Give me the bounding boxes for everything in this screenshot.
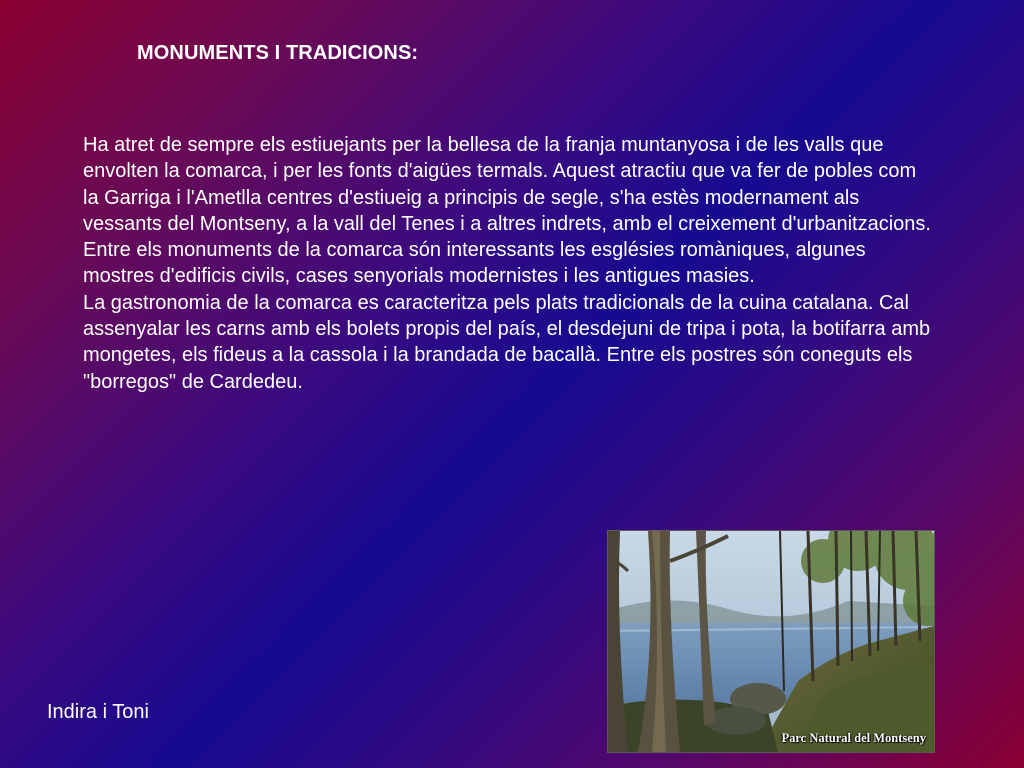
photo-caption: Parc Natural del Montseny: [781, 731, 926, 745]
forest-lake-image: [608, 531, 934, 752]
paragraph-monuments: Entre els monuments de la comarca són interessants les esglésies romàniques, algunes mostres d'edificis civils, cases senyorials modernistes i les antigues masies.: [83, 239, 866, 288]
author-credit: Indira i Toni: [47, 701, 149, 723]
paragraph-gastronomy: La gastronomia de la comarca es caracteritza pels plats tradicionals de la cuina catalana. Cal assenyalar les carns amb els bolets propis del país, el desdejuni de tripa i pota, la botifarra amb mongetes, els fideus a la cassola i la brandada de bacallà. Entre els postres són coneguts els "borregos" de Cardedeu.: [83, 291, 931, 393]
slide-title: MONUMENTS I TRADICIONS:: [137, 42, 419, 64]
paragraph-summer-tourism: Ha atret de sempre els estiuejants per la bellesa de la franja muntanyosa i de les valls que envolten la comarca, i per les fonts d'aigües termals. Aquest atractiu que va fer de pobles com la Garriga i l'Ametlla centres d'estiueig a principis de segle, s'ha estès modernament als vessants del Montseny, a la vall del Tenes i a altres indrets, amb el creixement d'urbanitzacions.: [83, 134, 931, 235]
montseny-photo: [607, 530, 935, 753]
body-text: [83, 132, 933, 395]
